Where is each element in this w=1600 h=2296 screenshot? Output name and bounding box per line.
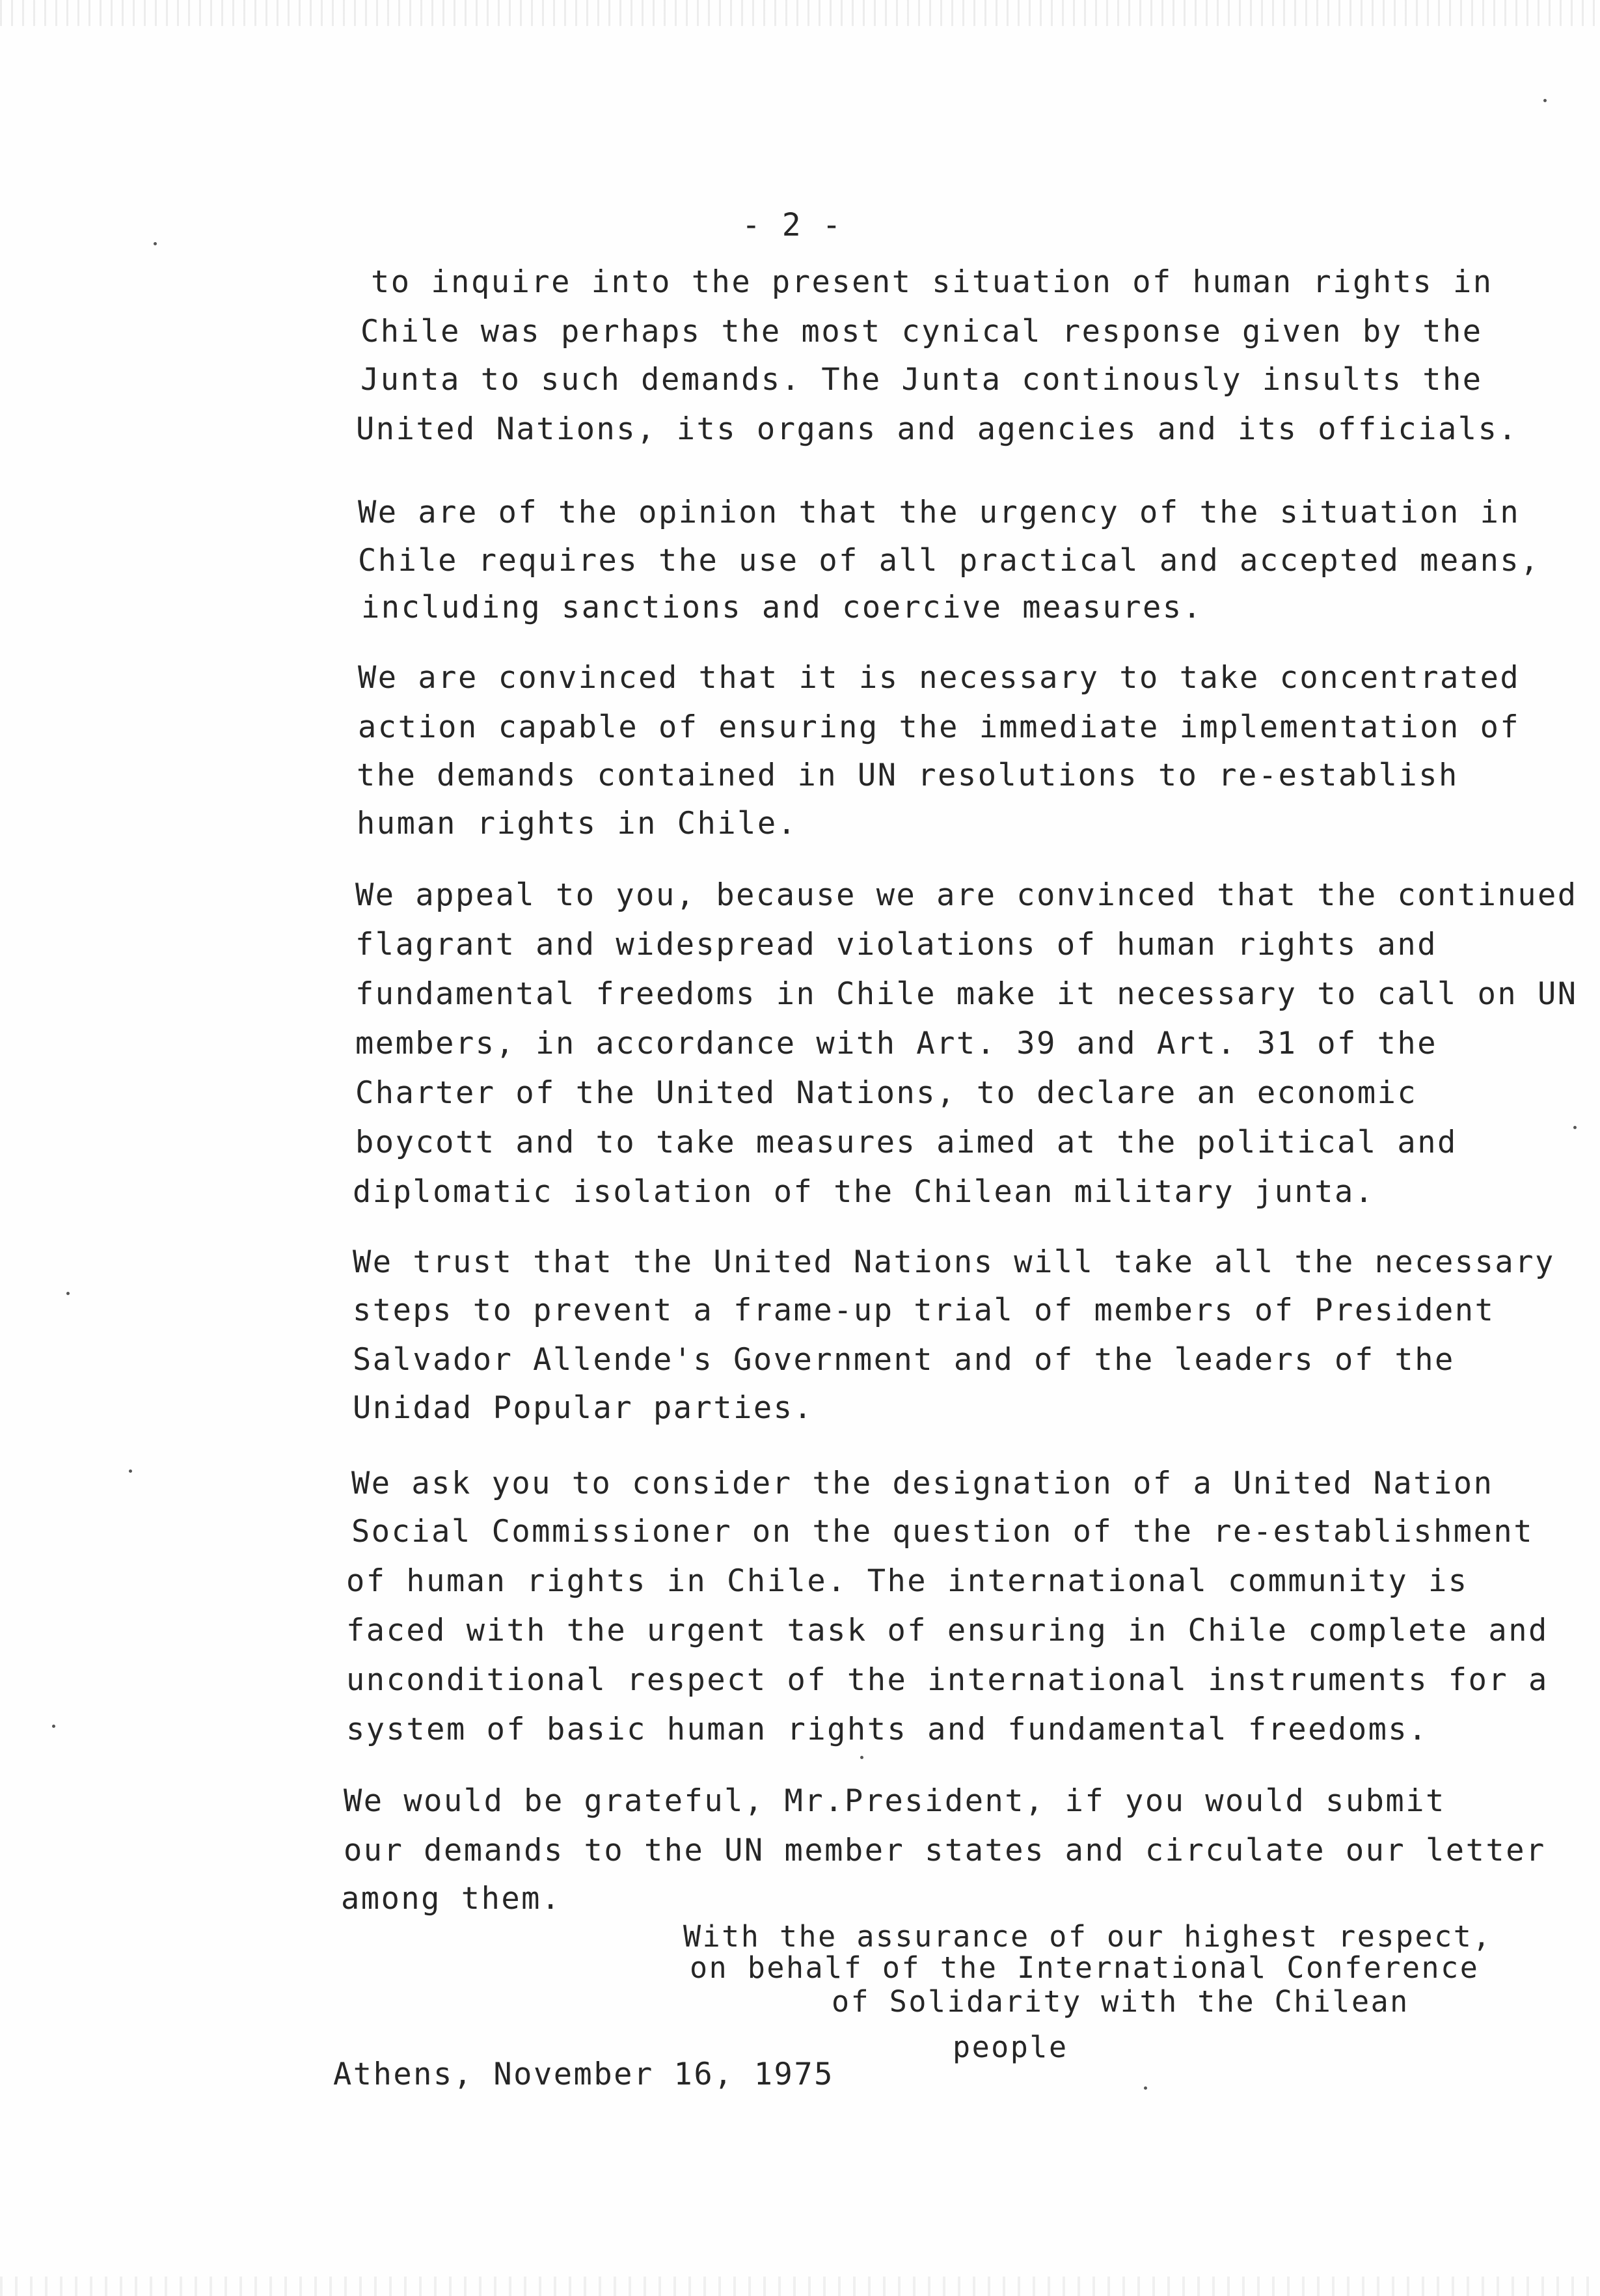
text-line: human rights in Chile. [357, 806, 798, 841]
page-number: - 2 - [742, 207, 843, 243]
scan-speck [154, 242, 157, 245]
closing-line: With the assurance of our highest respect, [683, 1919, 1492, 1954]
scan-speck [860, 1756, 863, 1759]
text-line: action capable of ensuring the immediate implementation of [358, 709, 1521, 745]
text-line: flagrant and widespread violations of human rights and [355, 927, 1438, 963]
text-line: We would be grateful, Mr.President, if you would submit [344, 1783, 1446, 1819]
text-line: Salvador Allende's Government and of the leaders of the [353, 1342, 1455, 1378]
text-line: diplomatic isolation of the Chilean military junta. [353, 1174, 1375, 1210]
scan-speck [52, 1725, 55, 1728]
closing-line: on behalf of the International Conference [690, 1950, 1480, 1985]
text-line: unconditional respect of the international instruments for a [346, 1662, 1549, 1698]
text-line: fundamental freedoms in Chile make it necessary to call on UN [355, 976, 1578, 1012]
text-line: steps to prevent a frame-up trial of members of President [353, 1292, 1495, 1328]
text-line: Social Commissioner on the question of the re-establishment [351, 1514, 1534, 1550]
text-line: system of basic human rights and fundamental freedoms. [346, 1712, 1429, 1747]
text-line: boycott and to take measures aimed at the political and [355, 1125, 1458, 1160]
text-line: Chile was perhaps the most cynical response given by the [360, 314, 1483, 349]
text-line: We are of the opinion that the urgency of the situation in [358, 495, 1521, 530]
place-date: Athens, November 16, 1975 [333, 2057, 834, 2092]
text-line: to inquire into the present situation of human rights in [371, 264, 1493, 300]
scan-speck [129, 1469, 132, 1473]
scan-speck [1573, 1126, 1577, 1129]
text-line: Junta to such demands. The Junta continously insults the [360, 362, 1483, 398]
scan-speck [66, 1292, 70, 1295]
closing-line: of Solidarity with the Chilean [832, 1984, 1409, 2019]
text-line: United Nations, its organs and agencies and its officials. [356, 411, 1519, 447]
text-line: Charter of the United Nations, to declare an economic [355, 1075, 1418, 1111]
scan-noise-bottom [0, 2276, 1600, 2296]
text-line: We are convinced that it is necessary to take concentrated [358, 660, 1521, 696]
text-line: members, in accordance with Art. 39 and Art. 31 of the [355, 1026, 1438, 1061]
text-line: including sanctions and coercive measures. [361, 590, 1203, 625]
text-line: the demands contained in UN resolutions to re-establish [357, 758, 1459, 793]
text-line: Chile requires the use of all practical and accepted means, [358, 543, 1540, 579]
scan-speck [1543, 99, 1547, 102]
text-line: We ask you to consider the designation of a United Nation [351, 1466, 1494, 1501]
text-line: among them. [341, 1881, 562, 1917]
scan-noise-top [0, 0, 1600, 26]
text-line: We appeal to you, because we are convinced that the continued [355, 877, 1578, 913]
text-line: Unidad Popular parties. [353, 1390, 814, 1426]
text-line: We trust that the United Nations will take all the necessary [353, 1244, 1555, 1280]
text-line: our demands to the UN member states and circulate our letter [344, 1833, 1546, 1868]
scan-speck [1144, 2086, 1147, 2090]
text-line: of human rights in Chile. The international community is [346, 1563, 1469, 1599]
closing-line: people [953, 2030, 1068, 2064]
text-line: faced with the urgent task of ensuring in Chile complete and [346, 1613, 1549, 1648]
